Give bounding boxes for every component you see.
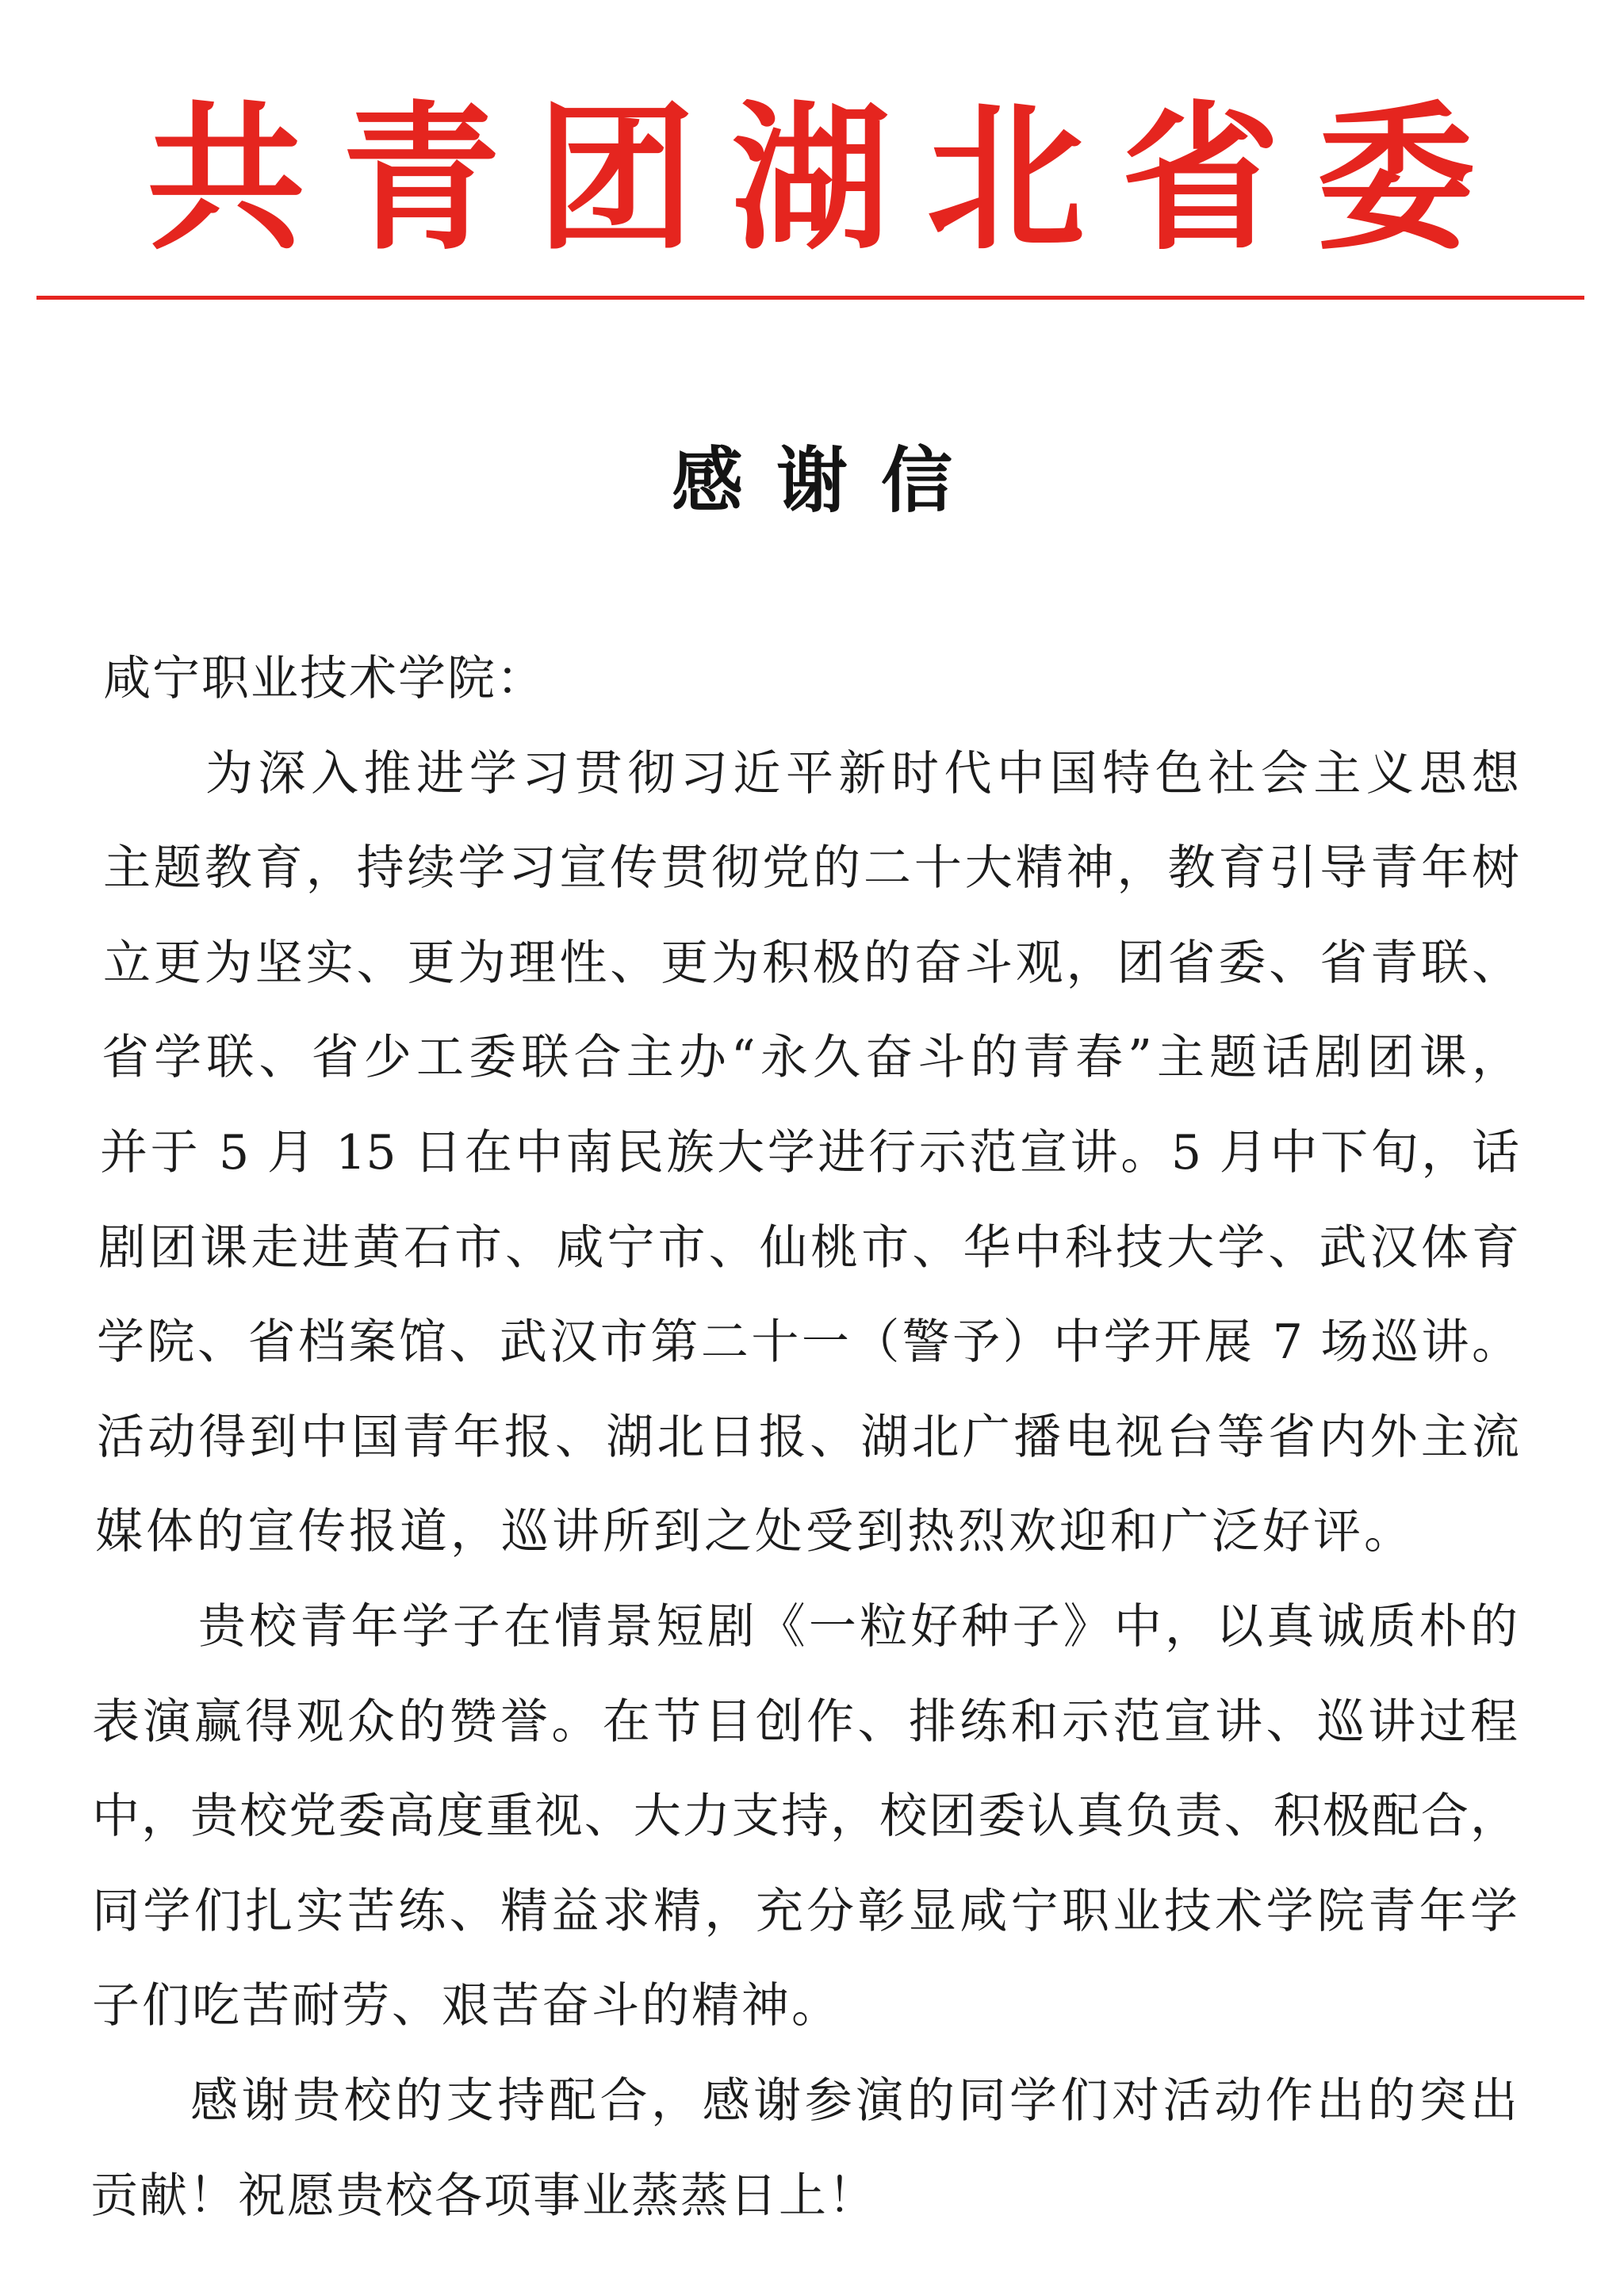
paragraph-3-line-1: 感谢贵校的支持配合，感谢参演的同学们对活动作出的突出 xyxy=(190,2073,1518,2129)
paragraph-1-line-1: 为深入推进学习贯彻习近平新时代中国特色社会主义思想 xyxy=(205,746,1519,802)
paragraph-3-line-2: 贡献！祝愿贵校各项事业蒸蒸日上！ xyxy=(90,2168,877,2224)
paragraph-2-line-1: 贵校青年学子在情景短剧《一粒好种子》中，以真诚质朴的 xyxy=(198,1599,1518,1655)
letterhead-organization: 共青团湖北省委 xyxy=(147,86,1475,272)
paragraph-1-line-7: 学院、省档案馆、武汉市第二十一（警予）中学开展 7 场巡讲。 xyxy=(97,1314,1519,1370)
paragraph-1-line-3: 立更为坚实、更为理性、更为积极的奋斗观，团省委、省青联、 xyxy=(103,936,1519,991)
paragraph-1-line-6: 剧团课走进黄石市、咸宁市、仙桃市、华中科技大学、武汉体育 xyxy=(98,1220,1519,1276)
paragraph-2-line-3: 中，贵校党委高度重视、大力支持，校团委认真负责、积极配合， xyxy=(92,1789,1518,1844)
paragraph-2-line-4: 同学们扎实苦练、精益求精，充分彰显咸宁职业技术学院青年学 xyxy=(92,1884,1518,1939)
paragraph-1-line-4: 省学联、省少工委联合主办“永久奋斗的青春”主题话剧团课， xyxy=(102,1030,1519,1085)
paragraph-2-line-5: 子们吃苦耐劳、艰苦奋斗的精神。 xyxy=(92,1978,841,2034)
letter-title: 感谢信 xyxy=(672,438,986,522)
paragraph-1-line-9: 媒体的宣传报道，巡讲所到之处受到热烈欢迎和广泛好评。 xyxy=(95,1504,1415,1559)
salutation: 咸宁职业技术学院： xyxy=(103,651,546,706)
paragraph-1-line-8: 活动得到中国青年报、湖北日报、湖北广播电视台等省内外主流 xyxy=(97,1410,1519,1465)
paragraph-1-line-5: 并于 5 月 15 日在中南民族大学进行示范宣讲。5 月中下旬，话 xyxy=(100,1125,1519,1181)
paragraph-2-line-2: 表演赢得观众的赞誉。在节目创作、排练和示范宣讲、巡讲过程 xyxy=(92,1694,1518,1750)
letterhead-divider xyxy=(36,296,1584,300)
paragraph-1-line-2: 主题教育，持续学习宣传贯彻党的二十大精神，教育引导青年树 xyxy=(103,840,1519,896)
